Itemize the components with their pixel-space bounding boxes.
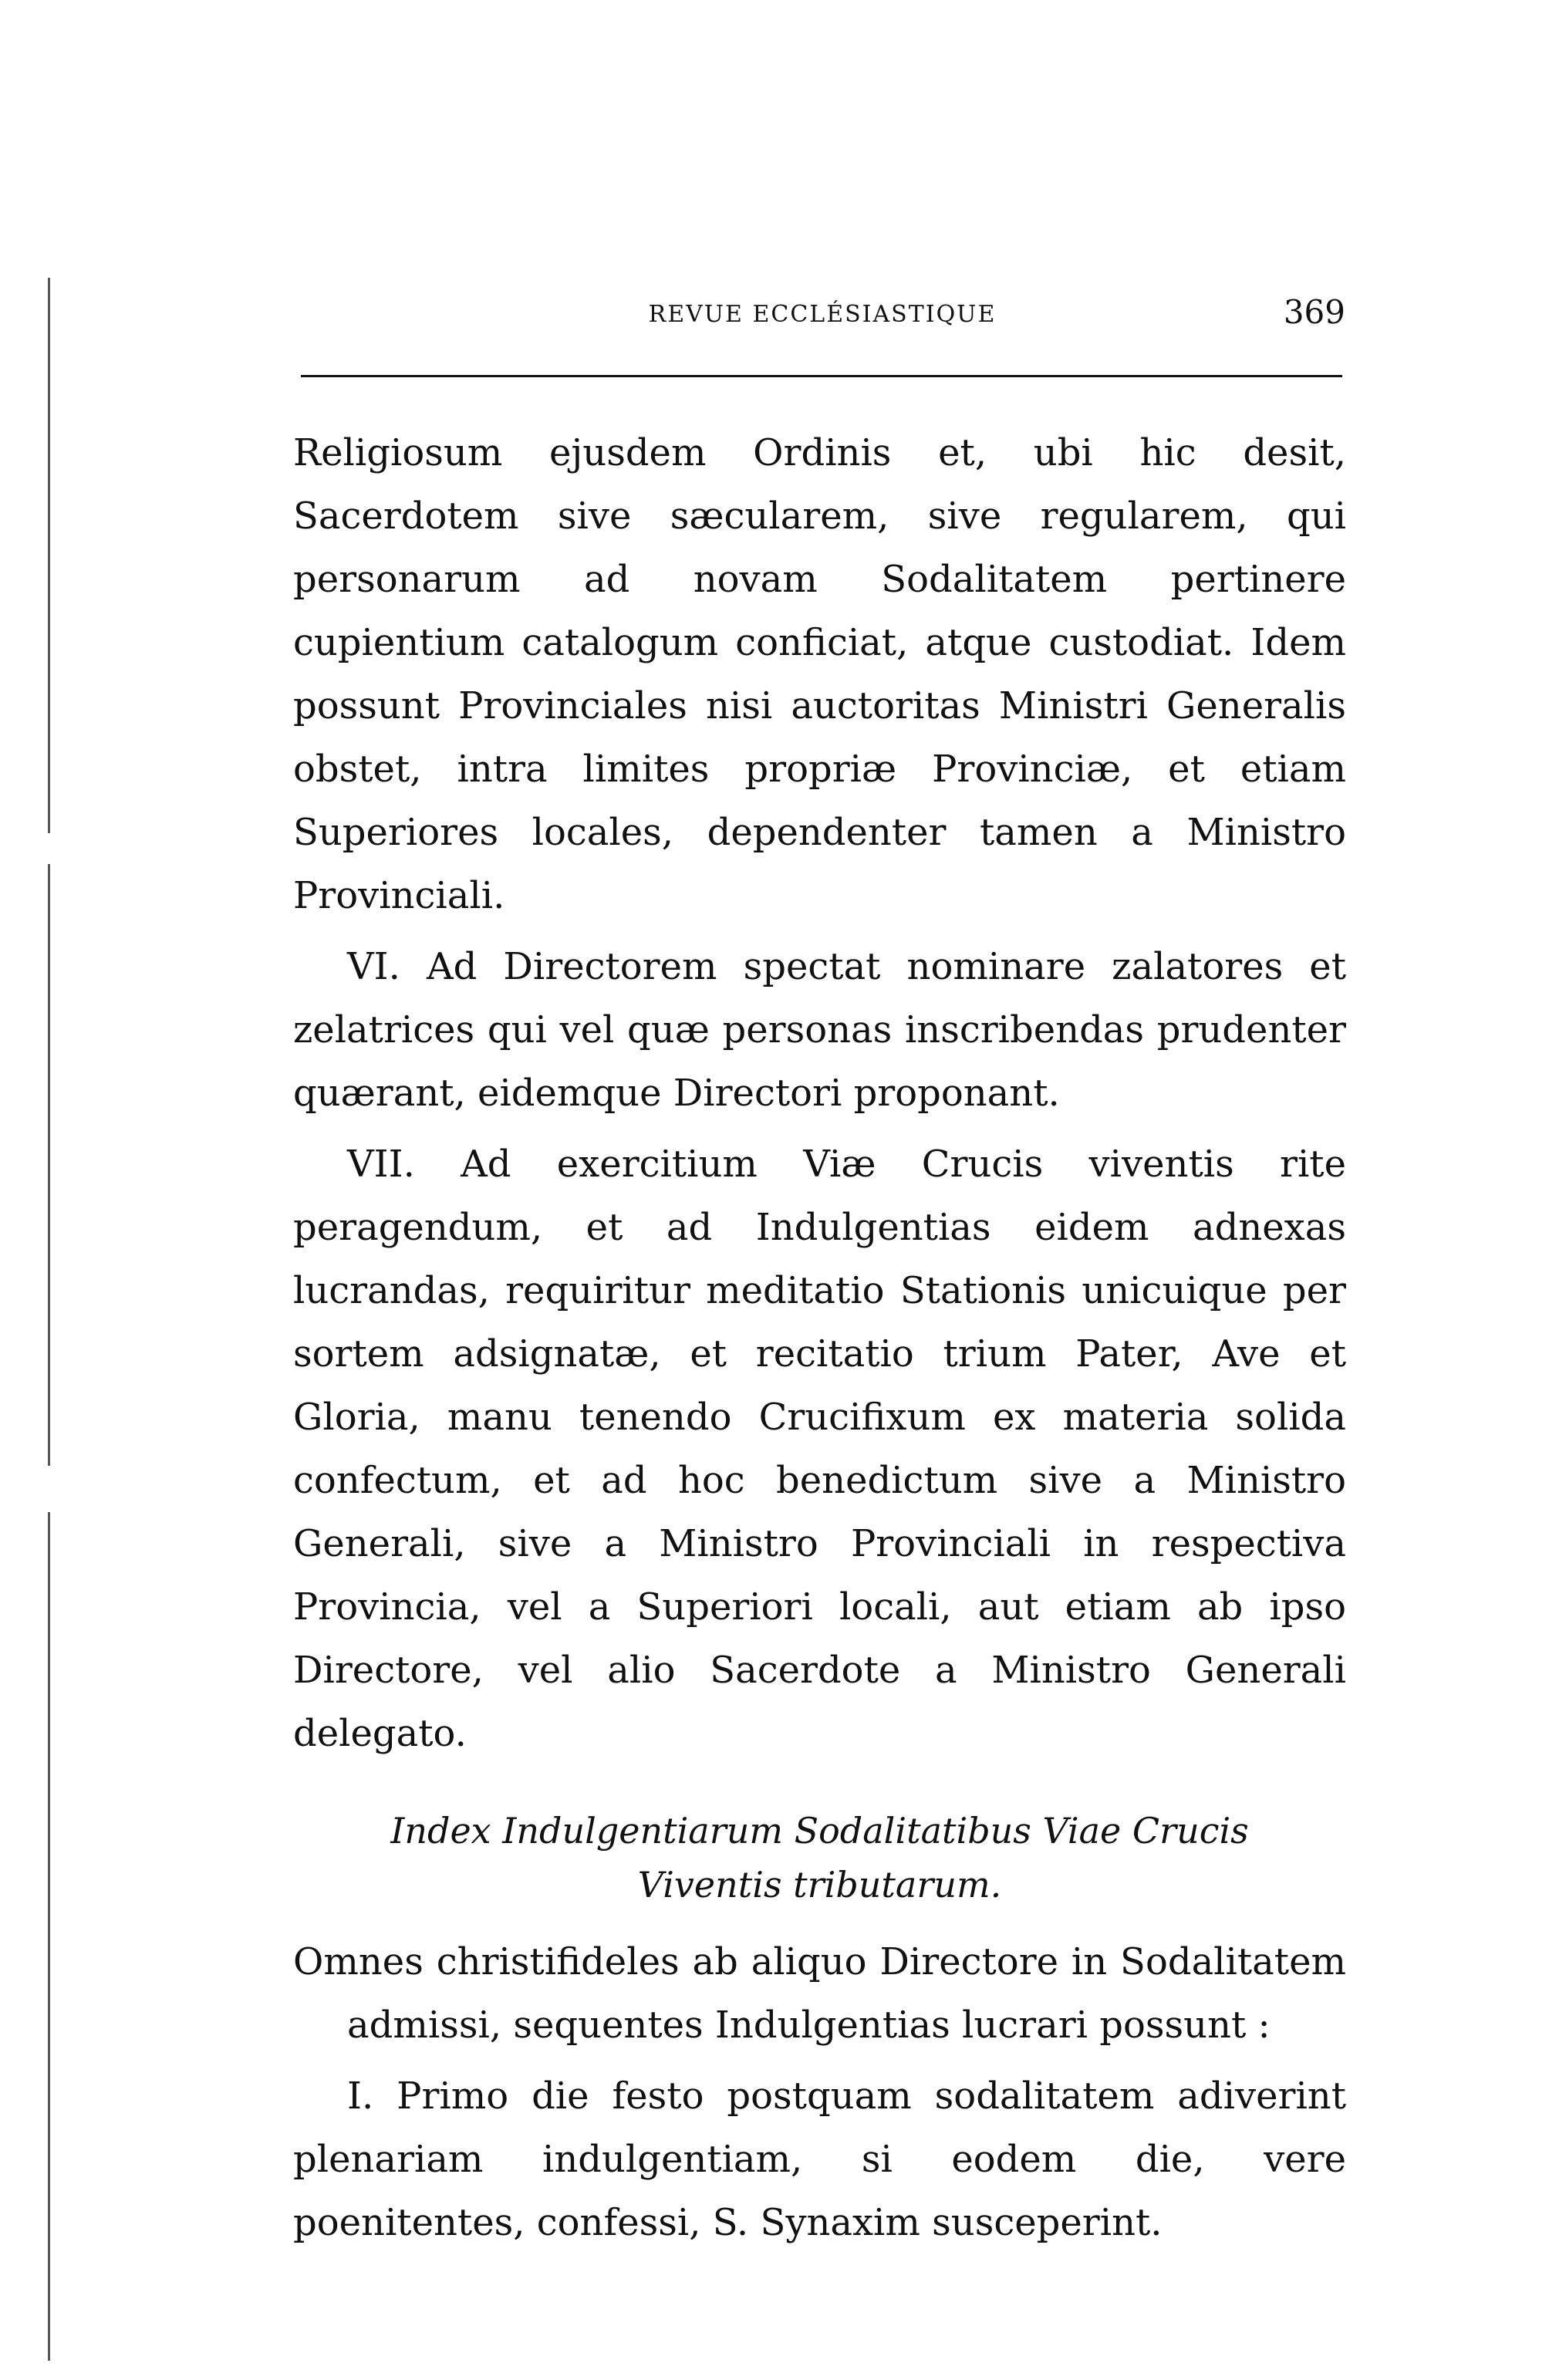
- page-number: 369: [1283, 293, 1345, 331]
- page-header: [293, 287, 1352, 333]
- paragraph-article-vii: VII. Ad exercitium Viæ Crucis viventis rite peragendum, et ad Indulgentias eidem adnexas lucrandas, requiritur meditatio Stationis unicuique per sortem adsignatæ, et recitatio trium Pater, Ave et Gloria, manu tenendo Crucifixum ex materia solida confectum, et ad hoc benedictum sive a Ministro Generali, sive a Ministro Provinciali in respectiva Provincia, vel a Superiori locali, aut etiam ab ipso Directore, vel alio Sacerdote a Ministro Generali delegato.: [293, 1143, 1346, 1755]
- paragraph-article-vi: VI. Ad Directorem spectat nominare zalatores et zelatrices qui vel quæ personas inscribendas prudenter quærant, eidemque Directori proponant.: [293, 945, 1346, 1115]
- paragraph-intro: Omnes christifideles ab aliquo Directore in Sodalitatem admissi, sequentes Indulgentias lucrari possunt :: [293, 1940, 1346, 2047]
- scan-margin-mark: [48, 1512, 50, 2361]
- section-heading: Index Indulgentiarum Sodalitatibus Viae Crucis Viventis tributarum.: [390, 1810, 1249, 1906]
- header-rule: [301, 375, 1342, 377]
- paragraph-indulgence-i: I. Primo die festo postquam sodalitatem adiverint plenariam indulgentiam, si eodem die, vere poenitentes, confessi, S. Synaxim susceperint.: [293, 2074, 1346, 2244]
- running-title: REVUE ECCLÉSIASTIQUE: [648, 301, 997, 328]
- paragraph-continued: Religiosum ejusdem Ordinis et, ubi hic desit, Sacerdotem sive sæcularem, sive regularem, qui personarum ad novam Sodalitatem pertinere cupientium catalogum conficiat, atque custodiat. Idem possunt Provinciales nisi auctoritas Ministri Generalis obstet, intra limites propriæ Provinciæ, et etiam Superiores locales, dependenter tamen a Ministro Provinciali.: [293, 431, 1346, 917]
- scan-margin-mark: [48, 278, 50, 833]
- page-body: [293, 421, 1346, 2254]
- scan-margin-mark: [48, 864, 50, 1466]
